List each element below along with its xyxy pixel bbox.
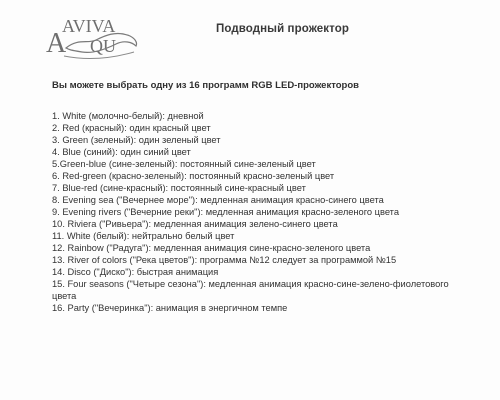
program-item-9: 9. Evening rivers ("Вечерние реки"): медленная анимация красно-зеленого цвета — [52, 207, 400, 217]
logo-wordmark-top: AVIVA — [62, 16, 116, 36]
program-item-6: 6. Red-green (красно-зеленый): постоянный красно-зеленый цвет — [52, 171, 335, 181]
program-item-4: 4. Blue (синий): один синий цвет — [52, 147, 191, 157]
logo-wordmark-bottom: QU — [90, 36, 116, 56]
page-title: Подводный прожектор — [216, 23, 349, 35]
program-item-2: 2. Red (красный): один красный цвет — [52, 123, 211, 133]
program-item-12: 12. Rainbow ("Радуга"): медленная анимация сине-красно-зеленого цвета — [52, 243, 371, 253]
program-item-15: 15. Four seasons ("Четыре сезона"): медленная анимация красно-сине-зелено-фиолетового цвета — [52, 279, 449, 301]
program-item-3: 3. Green (зеленый): один зеленый цвет — [52, 135, 221, 145]
logo-letter-a: A — [46, 28, 67, 59]
program-item-14: 14. Disco ("Диско"): быстрая анимация — [52, 267, 219, 277]
program-item-7: 7. Blue-red (сине-красный): постоянный сине-красный цвет — [52, 183, 306, 193]
program-list — [52, 110, 457, 314]
program-item-16: 16. Party ("Вечеринка"): анимация в энергичном темпе — [52, 303, 288, 313]
program-item-13: 13. River of colors ("Река цветов"): программа №12 следует за программой №15 — [52, 255, 397, 265]
intro-heading: Вы можете выбрать одну из 16 программ RGB LED-прожекторов — [52, 80, 359, 91]
program-item-8: 8. Evening sea ("Вечернее море"): медленная анимация красно-синего цвета — [52, 195, 384, 205]
program-item-5: 5.Green-blue (сине-зеленый): постоянный сине-зеленый цвет — [52, 159, 316, 169]
aviva-aqua-logo — [44, 8, 144, 64]
program-item-10: 10. Riviera ("Ривьера"): медленная анимация зелено-синего цвета — [52, 219, 338, 229]
program-item-11: 11. White (белый): нейтрально белый цвет — [52, 231, 235, 241]
program-item-1: 1. White (молочно-белый): дневной — [52, 111, 204, 121]
